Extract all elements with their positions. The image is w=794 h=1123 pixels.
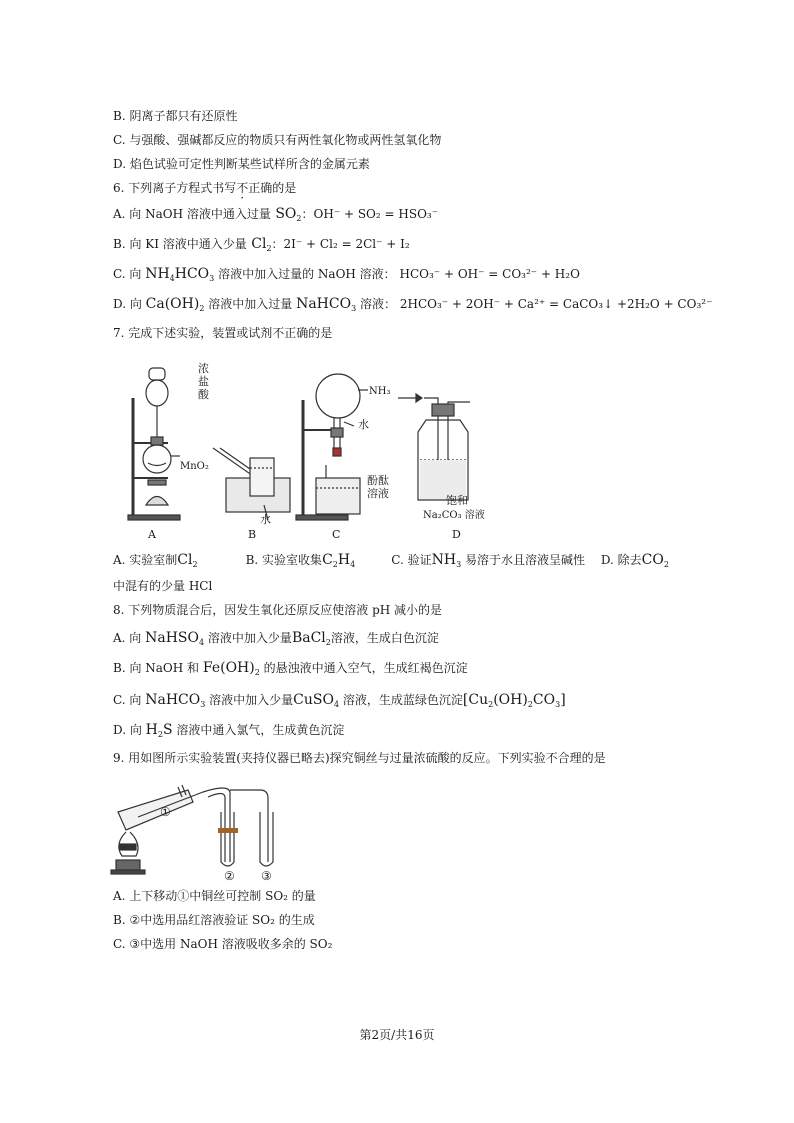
label-water-b: 水 bbox=[260, 513, 271, 526]
q7-option-d-continued: 中混有的少量 HCl bbox=[113, 579, 213, 593]
q8-stem: 8. 下列物质混合后，因发生氧化还原反应使溶液 pH 减小的是 bbox=[113, 603, 443, 617]
q6-option-a: A. 向 NaOH 溶液中通入过量 $SO_2$：OH⁻ + SO₂ = HSO₃⁻ bbox=[113, 206, 439, 223]
label-water-c: 水 bbox=[358, 418, 369, 431]
label-apparatus-c: C bbox=[332, 528, 341, 541]
q9-stem: 9. 用如图所示实验装置(夹持仪器已略去)探究铜丝与过量浓硫酸的反应。下列实验不合理的是 bbox=[113, 751, 606, 765]
q9-apparatus-figure bbox=[108, 772, 308, 884]
page-footer: 第2页/共16页 bbox=[359, 1028, 435, 1042]
label-nh3: NH₃ bbox=[369, 386, 391, 397]
label-phenolphthalein-2: 溶液 bbox=[367, 487, 389, 500]
label-saturated-2: Na₂CO₃ 溶液 bbox=[423, 510, 485, 521]
q6-stem: 6. 下列离子方程式书写不正确的是 bbox=[113, 181, 297, 195]
q6-option-b: B. 向 KI 溶液中通入少量 $Cl_2$：2I⁻ + Cl₂ = 2Cl⁻ + I₂ bbox=[113, 236, 410, 253]
q7-apparatus-figure bbox=[118, 360, 518, 545]
q9-option-a: A. 上下移动①中铜丝可控制 SO₂ 的量 bbox=[113, 889, 316, 903]
label-conc-hcl-3: 酸 bbox=[198, 388, 209, 401]
label-conc-hcl-1: 浓 bbox=[198, 362, 209, 375]
label-item-2: ② bbox=[224, 869, 235, 883]
label-apparatus-a: A bbox=[148, 528, 156, 541]
label-item-3: ③ bbox=[261, 869, 272, 883]
label-conc-hcl-2: 盐 bbox=[198, 375, 209, 388]
q9-option-c: C. ③中选用 NaOH 溶液吸收多余的 SO₂ bbox=[113, 937, 333, 951]
q6-option-c: C. 向 $NH_4HCO_3$ 溶液中加入过量的 NaOH 溶液： HCO₃⁻ + OH⁻ = CO₃²⁻ + H₂O bbox=[113, 266, 580, 283]
q5-option-b: B. 阴离子都只有还原性 bbox=[113, 109, 238, 123]
q5-option-d: D. 焰色试验可定性判断某些试样所含的金属元素 bbox=[113, 157, 370, 171]
q8-option-d: D. 向 $H_2S$ 溶液中通入氯气，生成黄色沉淀 bbox=[113, 722, 345, 739]
q8-option-a: A. 向 NaHSO$_4$ 溶液中加入少量BaCl$_2$溶液，生成白色沉淀 bbox=[113, 630, 439, 647]
q7-stem: 7. 完成下述实验，装置或试剂不正确的是 bbox=[113, 326, 333, 340]
label-mno2: MnO₂ bbox=[180, 461, 209, 472]
q7-options: A. 实验室制$Cl_2$ B. 实验室收集$C_2H_4$ C. 验证$NH_3$ 易溶于水且溶液呈碱性 D. 除去$CO_2$ bbox=[113, 552, 669, 569]
label-phenolphthalein-1: 酚酞 bbox=[367, 474, 389, 487]
label-item-1: ① bbox=[160, 805, 171, 819]
q6-option-d: D. 向 $Ca(OH)_2$ 溶液中加入过量 NaHCO$_3$ 溶液： 2HCO₃⁻ + 2OH⁻ + Ca²⁺ = CaCO₃↓ +2H₂O + CO₃²⁻ bbox=[113, 296, 713, 313]
q8-option-b: B. 向 NaOH 和 $Fe(OH)_2$ 的悬浊液中通入空气，生成红褐色沉淀 bbox=[113, 660, 468, 677]
label-apparatus-d: D bbox=[452, 528, 461, 541]
q5-option-c: C. 与强酸、强碱都反应的物质只有两性氧化物或两性氢氧化物 bbox=[113, 133, 442, 147]
label-apparatus-b: B bbox=[248, 528, 257, 541]
q9-option-b: B. ②中选用品红溶液验证 SO₂ 的生成 bbox=[113, 913, 315, 927]
q8-option-c: C. 向 NaHCO$_3$ 溶液中加入少量CuSO$_4$ 溶液，生成蓝绿色沉淀$[Cu_2(OH)_2CO_3]$ bbox=[113, 692, 566, 709]
label-saturated-1: 饱和 bbox=[446, 494, 468, 507]
